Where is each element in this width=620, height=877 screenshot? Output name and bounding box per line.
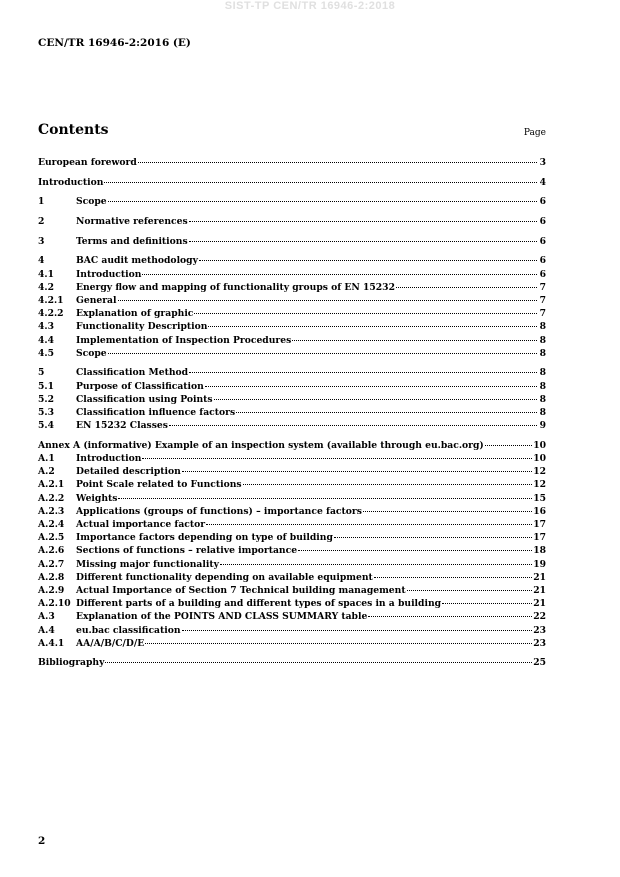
toc-title: Explanation of the POINTS AND CLASS SUMMARY table	[76, 611, 368, 623]
toc-entry[interactable]	[38, 156, 546, 169]
toc-number: 5.3	[38, 407, 54, 418]
toc-page: 23	[533, 624, 546, 636]
toc-title: Scope	[76, 347, 107, 359]
toc-number: A.3	[38, 611, 55, 623]
toc-number: A.2.5	[38, 532, 65, 544]
toc-title: Functionality Description	[76, 321, 208, 333]
toc-page: 22	[533, 611, 546, 623]
toc-number: A.2.9	[38, 584, 65, 596]
toc-title: Sections of functions – relative importance	[76, 545, 298, 557]
toc-number: A.2.10	[38, 598, 71, 610]
toc-number: A.4.1	[38, 637, 65, 649]
toc-page: 7	[539, 281, 546, 293]
leader-dots	[205, 386, 537, 387]
document-id-header: CEN/TR 16946-2:2016 (E)	[38, 37, 191, 49]
toc-title: Importance factors depending on type of building	[76, 532, 333, 544]
toc-title: eu.bac classification	[76, 624, 181, 636]
leader-dots	[214, 399, 537, 400]
toc-entry[interactable]	[38, 294, 546, 307]
toc-number: A.2.6	[38, 545, 65, 557]
leader-dots	[105, 662, 532, 663]
toc-page: 6	[539, 268, 546, 280]
toc-title: Applications (groups of functions) – importance factors	[76, 505, 362, 517]
leader-dots	[236, 412, 537, 413]
toc-number: 2	[38, 216, 45, 228]
toc-number: 5	[38, 367, 45, 379]
toc-entry[interactable]	[38, 419, 546, 432]
leader-dots	[169, 425, 537, 426]
toc-title: Introduction	[76, 268, 142, 280]
leader-dots	[199, 260, 537, 261]
leader-dots	[182, 471, 532, 472]
toc-number: A.2.3	[38, 505, 65, 517]
toc-page: 10	[533, 439, 546, 451]
leader-dots	[142, 458, 532, 459]
toc-title: Bibliography	[38, 657, 105, 669]
toc-number: 4.3	[38, 321, 54, 333]
leader-dots	[407, 590, 533, 591]
toc-title: Detailed description	[76, 466, 181, 478]
leader-dots	[138, 162, 537, 163]
toc-entry[interactable]	[38, 176, 546, 189]
toc-number: 1	[38, 196, 45, 208]
toc-title: European foreword	[38, 157, 137, 168]
toc-page: 17	[533, 519, 546, 530]
leader-dots	[182, 630, 533, 631]
page-column-label: Page	[523, 128, 546, 138]
toc-entry[interactable]	[38, 320, 546, 333]
leader-dots	[142, 274, 537, 275]
leader-dots	[108, 353, 537, 354]
toc-number: 4.2.2	[38, 308, 64, 320]
toc-page: 8	[539, 380, 546, 392]
toc-page: 21	[533, 571, 546, 583]
toc-title: BAC audit methodology	[76, 255, 198, 267]
toc-page: 21	[533, 584, 546, 596]
toc-page: 23	[533, 637, 546, 649]
toc-entry[interactable]	[38, 492, 546, 505]
toc-entry[interactable]	[38, 380, 546, 393]
toc-page: 8	[539, 334, 546, 346]
leader-dots	[206, 524, 532, 525]
toc-entry[interactable]	[38, 393, 546, 406]
leader-dots	[298, 550, 532, 551]
toc-page: 10	[533, 453, 546, 465]
toc-entry[interactable]	[38, 268, 546, 281]
toc-title: Different parts of a building and different types of spaces in a building	[76, 598, 442, 610]
leader-dots	[108, 201, 537, 202]
toc-entry[interactable]	[38, 452, 546, 465]
toc-number: A.2	[38, 466, 55, 478]
toc-number: 5.1	[38, 380, 54, 392]
toc-page: 12	[533, 479, 546, 491]
leader-dots	[104, 182, 537, 183]
leader-dots	[368, 616, 532, 617]
toc-title: Implementation of Inspection Procedures	[76, 334, 292, 346]
toc-page: 4	[539, 176, 546, 188]
leader-dots	[194, 313, 537, 314]
toc-number: A.1	[38, 453, 55, 465]
toc-page: 16	[533, 505, 546, 517]
toc-page: 6	[539, 235, 546, 247]
toc-title: Classification using Points	[76, 393, 213, 405]
toc-page: 7	[539, 295, 546, 306]
toc-number: A.2.7	[38, 558, 65, 570]
toc-entry[interactable]	[38, 610, 546, 623]
leader-dots	[334, 537, 532, 538]
toc-entry[interactable]	[38, 597, 546, 610]
toc-title: Introduction	[38, 176, 104, 188]
toc-page: 8	[539, 393, 546, 405]
toc-entry[interactable]	[38, 624, 546, 637]
leader-dots	[118, 498, 532, 499]
toc-page: 17	[533, 532, 546, 544]
toc-entry[interactable]	[38, 254, 546, 267]
toc-title: Point Scale related to Functions	[76, 479, 242, 491]
toc-title: Classification Method	[76, 367, 189, 379]
leader-dots	[292, 340, 537, 341]
toc-page: 21	[533, 598, 546, 610]
toc-title: AA/A/B/C/D/E	[76, 637, 145, 649]
leader-dots	[374, 577, 532, 578]
toc-entry[interactable]	[38, 465, 546, 478]
toc-number: A.2.1	[38, 479, 65, 491]
toc-number: A.4	[38, 624, 55, 636]
leader-dots	[396, 287, 537, 288]
toc-entry[interactable]	[38, 571, 546, 584]
toc-page: 15	[533, 492, 546, 504]
toc-entry[interactable]	[38, 307, 546, 320]
toc-entry[interactable]	[38, 366, 546, 379]
toc-entry[interactable]	[38, 439, 546, 452]
toc-page: 7	[539, 308, 546, 320]
toc-title: Scope	[76, 196, 107, 208]
toc-number: 4.2	[38, 281, 54, 293]
toc-entry[interactable]	[38, 656, 546, 669]
toc-number: A.2.4	[38, 519, 65, 530]
leader-dots	[118, 300, 537, 301]
toc-title: EN 15232 Classes	[76, 420, 168, 432]
leader-dots	[220, 564, 532, 565]
toc-page: 8	[539, 367, 546, 379]
toc-number: 4.5	[38, 347, 54, 359]
toc-page: 8	[539, 407, 546, 418]
toc-page: 18	[533, 545, 546, 557]
page-number: 2	[38, 835, 46, 847]
toc-title: Actual importance factor	[76, 519, 206, 530]
toc-page: 6	[539, 216, 546, 228]
toc-entry[interactable]	[38, 558, 546, 571]
toc-number: 3	[38, 235, 45, 247]
toc-page: 6	[539, 255, 546, 267]
toc-entry[interactable]	[38, 235, 546, 248]
toc-entry[interactable]	[38, 281, 546, 294]
toc-entry[interactable]	[38, 505, 546, 518]
toc-number: 5.4	[38, 420, 54, 432]
toc-title: General	[76, 295, 117, 306]
toc-entry[interactable]	[38, 544, 546, 557]
toc-title: Normative references	[76, 216, 188, 228]
toc-page: 8	[539, 347, 546, 359]
toc-page: 3	[539, 157, 546, 168]
toc-title: Explanation of graphic	[76, 308, 194, 320]
toc-entry[interactable]	[38, 406, 546, 419]
toc-title: Energy flow and mapping of functionality groups of EN 15232	[76, 281, 395, 293]
toc-page: 12	[533, 466, 546, 478]
toc-page: 6	[539, 196, 546, 208]
watermark: SIST-TP CEN/TR 16946-2:2018	[224, 0, 396, 12]
toc-entry[interactable]	[38, 478, 546, 491]
toc-page: 19	[533, 558, 546, 570]
toc-number: 4.1	[38, 268, 54, 280]
toc-entry[interactable]	[38, 195, 546, 208]
toc-number: 5.2	[38, 393, 54, 405]
contents-heading: Contents	[38, 122, 109, 138]
toc-entry[interactable]	[38, 531, 546, 544]
toc-title: Different functionality depending on available equipment	[76, 571, 373, 583]
leader-dots	[363, 511, 532, 512]
leader-dots	[145, 643, 532, 644]
toc-entry[interactable]	[38, 637, 546, 650]
toc-page: 8	[539, 321, 546, 333]
leader-dots	[189, 372, 537, 373]
leader-dots	[208, 326, 537, 327]
toc-entry[interactable]	[38, 334, 546, 347]
leader-dots	[485, 445, 532, 446]
toc-number: 4	[38, 255, 45, 267]
toc-entry[interactable]	[38, 215, 546, 228]
toc-title: Introduction	[76, 453, 142, 465]
toc-number: 4.2.1	[38, 295, 64, 306]
leader-dots	[189, 221, 537, 222]
toc-entry[interactable]	[38, 518, 546, 531]
toc-title: Terms and definitions	[76, 235, 188, 247]
toc-number: 4.4	[38, 334, 54, 346]
toc-title: Actual Importance of Section 7 Technical building management	[76, 584, 406, 596]
toc-page: 25	[533, 657, 546, 669]
leader-dots	[189, 241, 537, 242]
toc-entry[interactable]	[38, 347, 546, 360]
leader-dots	[442, 603, 532, 604]
toc-title: Weights	[76, 492, 118, 504]
toc-entry[interactable]	[38, 584, 546, 597]
toc-page: 9	[539, 420, 546, 432]
toc-title: Classification influence factors	[76, 407, 236, 418]
toc-number: A.2.2	[38, 492, 65, 504]
toc-title: Purpose of Classification	[76, 380, 204, 392]
toc-number: A.2.8	[38, 571, 65, 583]
leader-dots	[243, 484, 533, 485]
toc-title: Annex A (informative) Example of an inspection system (available through eu.bac.org)	[38, 439, 484, 451]
toc-title: Missing major functionality	[76, 558, 219, 570]
table-of-contents	[38, 156, 546, 670]
